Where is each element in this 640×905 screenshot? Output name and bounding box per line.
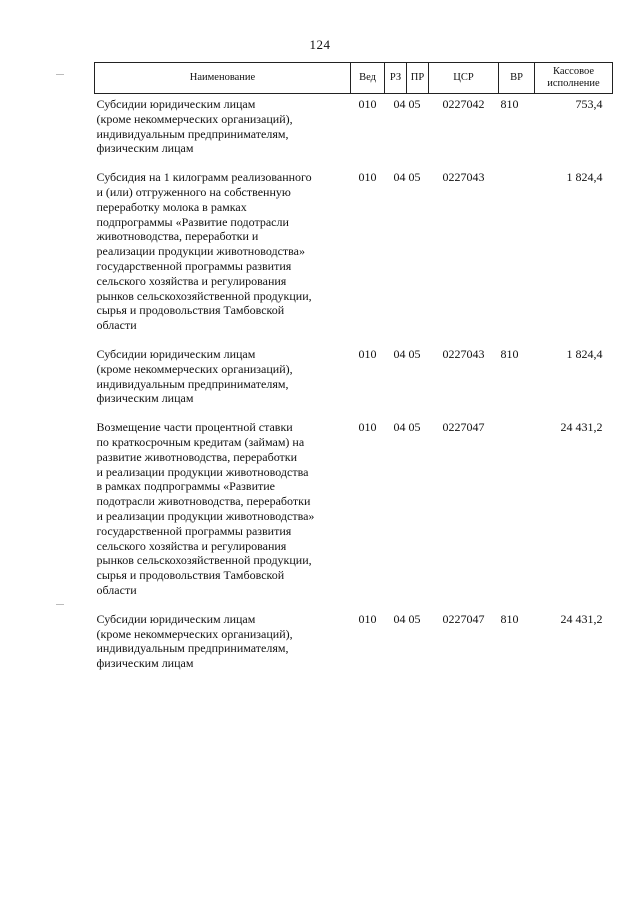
cell-name-line: области — [96, 318, 137, 333]
cell-ved: 010 — [358, 611, 377, 626]
header-name: Наименование — [95, 63, 351, 94]
cell-rz: 04 — [393, 170, 406, 185]
header-amount-line1: Кассовое — [552, 66, 595, 77]
cell-amount: 24 431,2 — [560, 611, 603, 626]
cell-name-line: рынков сельскохозяйственной продукции, — [96, 553, 312, 568]
cell-csr: 0227047 — [442, 611, 485, 626]
cell-name-line: подотрасли животноводства, переработки — [96, 494, 311, 509]
cell-name-line: Субсидии юридическим лицам — [96, 346, 256, 361]
table-header-row — [95, 63, 613, 94]
cell-name-line: области — [96, 582, 137, 597]
cell-name-line: физическим лицам — [96, 141, 194, 156]
cell-vr: 810 — [500, 346, 519, 361]
cell-csr: 0227043 — [442, 170, 485, 185]
row-spacer-cell — [95, 601, 613, 609]
cell-pr: 05 — [408, 346, 421, 361]
cell-pr: 05 — [408, 97, 421, 111]
cell-name-line: и (или) отгруженного на собственную — [96, 184, 291, 199]
cell-rz: 04 — [393, 346, 406, 361]
table-row — [95, 94, 613, 160]
table-row — [95, 609, 613, 674]
cell-name-line: сырья и продовольствия Тамбовской — [96, 303, 285, 318]
table-body — [95, 94, 613, 674]
cell-name-line: и реализации продукции животноводства — [96, 464, 309, 479]
cell-rz: 04 — [393, 97, 406, 111]
cell-csr: 0227042 — [442, 97, 485, 111]
cell-pr: 05 — [408, 170, 421, 185]
cell-name-line: и реализации продукции животноводства» — [96, 508, 315, 523]
cell-vr: 810 — [500, 97, 519, 111]
cell-name — [95, 167, 351, 336]
cell-rz: 04 — [393, 611, 406, 626]
scan-margin-mark — [56, 74, 64, 75]
cell-amount: 753,4 — [575, 97, 603, 111]
cell-pr: 05 — [408, 611, 421, 626]
row-spacer-cell — [95, 336, 613, 344]
cell-ved: 010 — [358, 420, 377, 435]
header-rz: РЗ — [385, 63, 407, 94]
row-spacer — [95, 159, 613, 167]
header-amount-line2: исполнение — [547, 78, 600, 89]
header-pr: ПР — [407, 63, 429, 94]
cell-name-line: Субсидии юридическим лицам — [96, 611, 256, 626]
cell-name-line: переработку молока в рамках — [96, 199, 247, 214]
table-row — [95, 417, 613, 601]
row-spacer-cell — [95, 409, 613, 417]
cell-name-line: государственной программы развития — [96, 523, 292, 538]
cell-name-line: (кроме некоммерческих организаций), — [96, 626, 293, 641]
cell-name — [95, 344, 351, 409]
cell-name-line: развитие животноводства, переработки — [96, 449, 298, 464]
cell-amount: 1 824,4 — [566, 346, 603, 361]
cell-name-line: сельского хозяйства и регулирования — [96, 538, 287, 553]
header-ved: Вед — [351, 63, 385, 94]
table-row — [95, 167, 613, 336]
cell-name — [95, 417, 351, 601]
cell-name-line: Субсидии юридическим лицам — [96, 97, 256, 111]
cell-ved: 010 — [358, 346, 377, 361]
table-row — [95, 344, 613, 409]
row-spacer — [95, 336, 613, 344]
cell-name-line: физическим лицам — [96, 391, 194, 406]
page-number: 124 — [309, 37, 331, 52]
cell-name-line: (кроме некоммерческих организаций), — [96, 361, 293, 376]
cell-vr — [499, 167, 535, 336]
cell-pr: 05 — [408, 420, 421, 435]
row-spacer — [95, 601, 613, 609]
header-vr: ВР — [499, 63, 535, 94]
header-csr: ЦСР — [429, 63, 499, 94]
cell-name-line: индивидуальным предпринимателям, — [96, 376, 289, 391]
cell-name-line: подпрограммы «Развитие подотрасли — [96, 214, 289, 229]
cell-csr: 0227047 — [442, 420, 485, 435]
cell-name-line: сельского хозяйства и регулирования — [96, 273, 287, 288]
budget-execution-table — [94, 62, 613, 674]
cell-name-line: государственной программы развития — [96, 258, 292, 273]
cell-ved: 010 — [358, 97, 377, 111]
cell-amount: 24 431,2 — [560, 420, 603, 435]
cell-name — [95, 609, 351, 674]
cell-name — [95, 94, 351, 160]
cell-vr: 810 — [500, 611, 519, 626]
cell-name-line: индивидуальным предпринимателям, — [96, 126, 289, 141]
cell-name-line: сырья и продовольствия Тамбовской — [96, 568, 285, 583]
header-amount — [535, 63, 613, 94]
cell-name-line: индивидуальным предпринимателям, — [96, 641, 289, 656]
row-spacer-cell — [95, 159, 613, 167]
scan-margin-mark — [56, 604, 64, 605]
cell-name-line: рынков сельскохозяйственной продукции, — [96, 288, 312, 303]
cell-csr: 0227043 — [442, 346, 485, 361]
cell-amount: 1 824,4 — [566, 170, 603, 185]
cell-rz: 04 — [393, 420, 406, 435]
cell-name-line: по краткосрочным кредитам (займам) на — [96, 434, 305, 449]
cell-name-line: реализации продукции животноводства» — [96, 244, 305, 259]
cell-name-line: Субсидия на 1 килограмм реализованного — [96, 170, 312, 185]
cell-name-line: физическим лицам — [96, 656, 194, 671]
cell-name-line: Возмещение части процентной ставки — [96, 420, 293, 435]
cell-name-line: (кроме некоммерческих организаций), — [96, 111, 293, 126]
cell-name-line: в рамках подпрограммы «Развитие — [96, 479, 275, 494]
cell-vr — [499, 417, 535, 601]
cell-name-line: животноводства, переработки и — [96, 229, 259, 244]
cell-ved: 010 — [358, 170, 377, 185]
row-spacer — [95, 409, 613, 417]
